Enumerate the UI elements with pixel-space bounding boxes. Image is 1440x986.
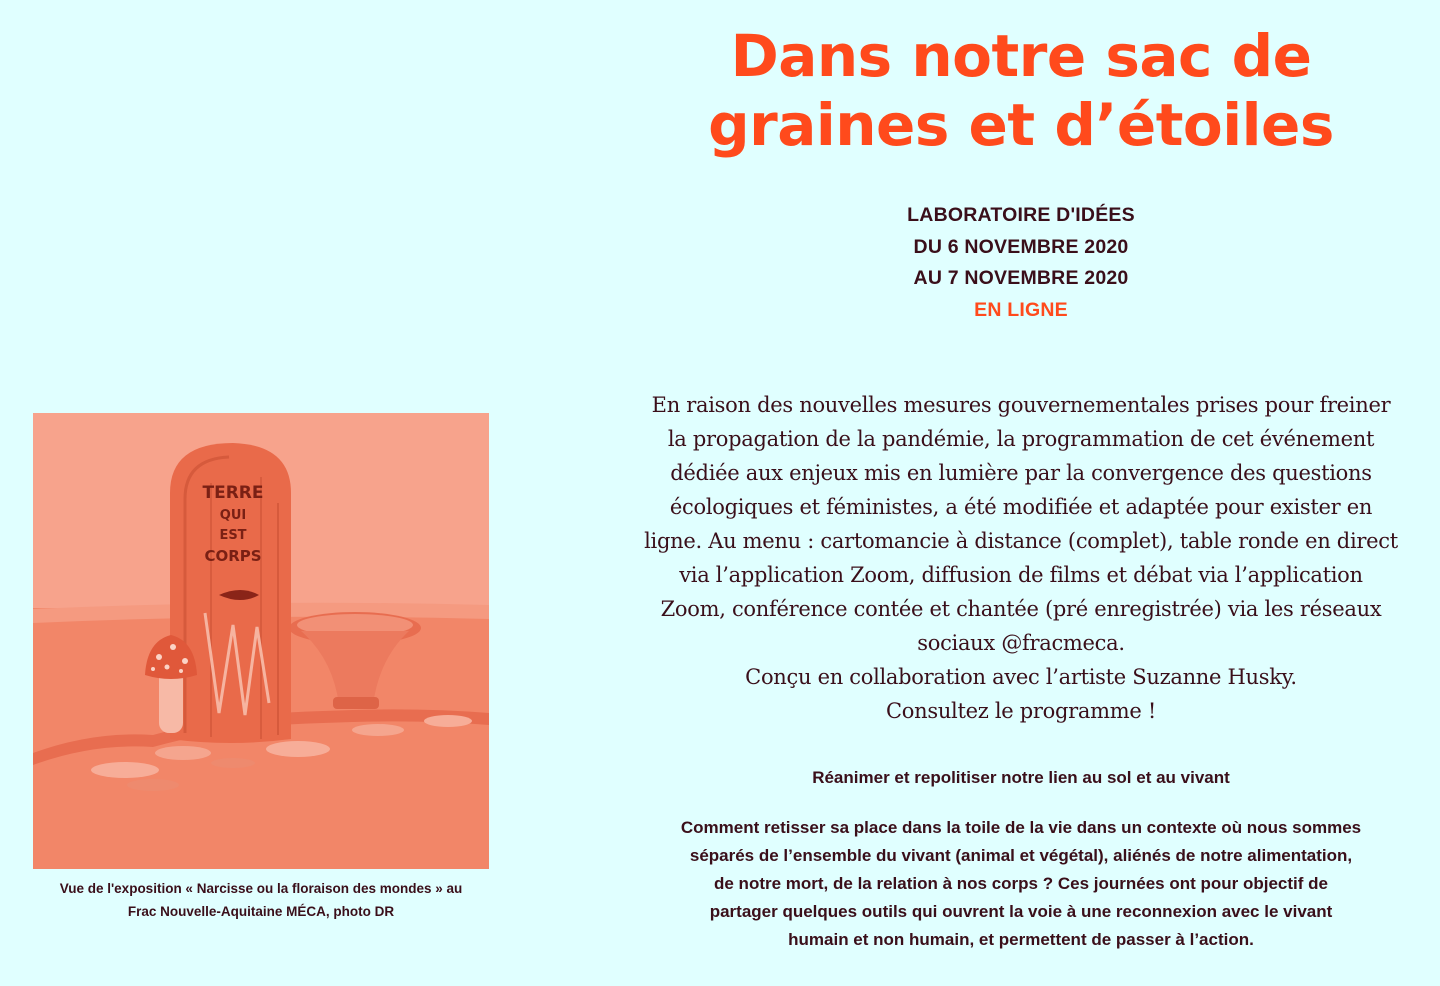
stump-text-line: EST xyxy=(219,528,247,543)
intro-line: écologiques et féministes, a été modifiée et adaptée pour exister en xyxy=(669,495,1373,519)
intro-line: via l’application Zoom, diffusion de films et débat via l’application xyxy=(679,563,1363,587)
intro-line: dédiée aux enjeux mis en lumière par la convergence des questions xyxy=(670,461,1372,485)
programme-link[interactable]: Consultez le programme ! xyxy=(886,699,1156,723)
caption-line: Vue de l'exposition « Narcisse ou la floraison des mondes » au xyxy=(59,881,463,896)
event-date-to: AU 7 NOVEMBRE 2020 xyxy=(913,267,1129,289)
intro-line: Conçu en collaboration avec l’artiste Suzanne Husky. xyxy=(745,665,1297,689)
body-line: séparés de l’ensemble du vivant (animal et végétal), aliénés de notre alimentation, xyxy=(689,846,1353,865)
title-line: Dans notre sac de xyxy=(730,22,1312,90)
intro-line: En raison des nouvelles mesures gouvernementales prises pour freiner xyxy=(651,393,1391,417)
stump-text-line: TERRE xyxy=(202,483,264,503)
title-line: graines et d’étoiles xyxy=(708,91,1334,159)
body-line: Comment retisser sa place dans la toile de la vie dans un contexte où nous sommes xyxy=(680,818,1362,837)
event-type: LABORATOIRE D'IDÉES xyxy=(907,204,1135,226)
body-line: humain et non humain, et permettent de passer à l’action. xyxy=(788,930,1254,949)
caption-line: Frac Nouvelle-Aquitaine MÉCA, photo DR xyxy=(127,904,395,919)
body-line: partager quelques outils qui ouvrent la voie à une reconnexion avec le vivant xyxy=(709,902,1333,921)
exhibition-figure xyxy=(33,413,489,923)
intro-line: ligne. Au menu : cartomancie à distance (complet), table ronde en direct xyxy=(644,529,1398,553)
event-content xyxy=(603,22,1439,954)
section-heading: Réanimer et repolitiser notre lien au sol et au vivant xyxy=(812,768,1230,787)
intro-paragraph xyxy=(621,388,1421,728)
intro-line: la propagation de la pandémie, la programmation de cet événement xyxy=(667,427,1375,451)
event-date-from: DU 6 NOVEMBRE 2020 xyxy=(913,235,1129,258)
event-location: EN LIGNE xyxy=(974,298,1068,321)
exhibition-photo xyxy=(33,413,489,869)
stump-text-line: CORPS xyxy=(204,547,262,565)
section-body xyxy=(621,814,1421,954)
event-meta xyxy=(603,200,1439,326)
stump-text-line: QUI xyxy=(219,508,247,523)
intro-line: sociaux @fracmeca. xyxy=(917,631,1125,655)
intro-line: Zoom, conférence contée et chantée (pré enregistrée) via les réseaux xyxy=(660,597,1382,621)
page-title xyxy=(603,22,1439,160)
photo-caption xyxy=(33,877,489,923)
body-line: de notre mort, de la relation à nos corps ? Ces journées ont pour objectif de xyxy=(714,874,1328,893)
